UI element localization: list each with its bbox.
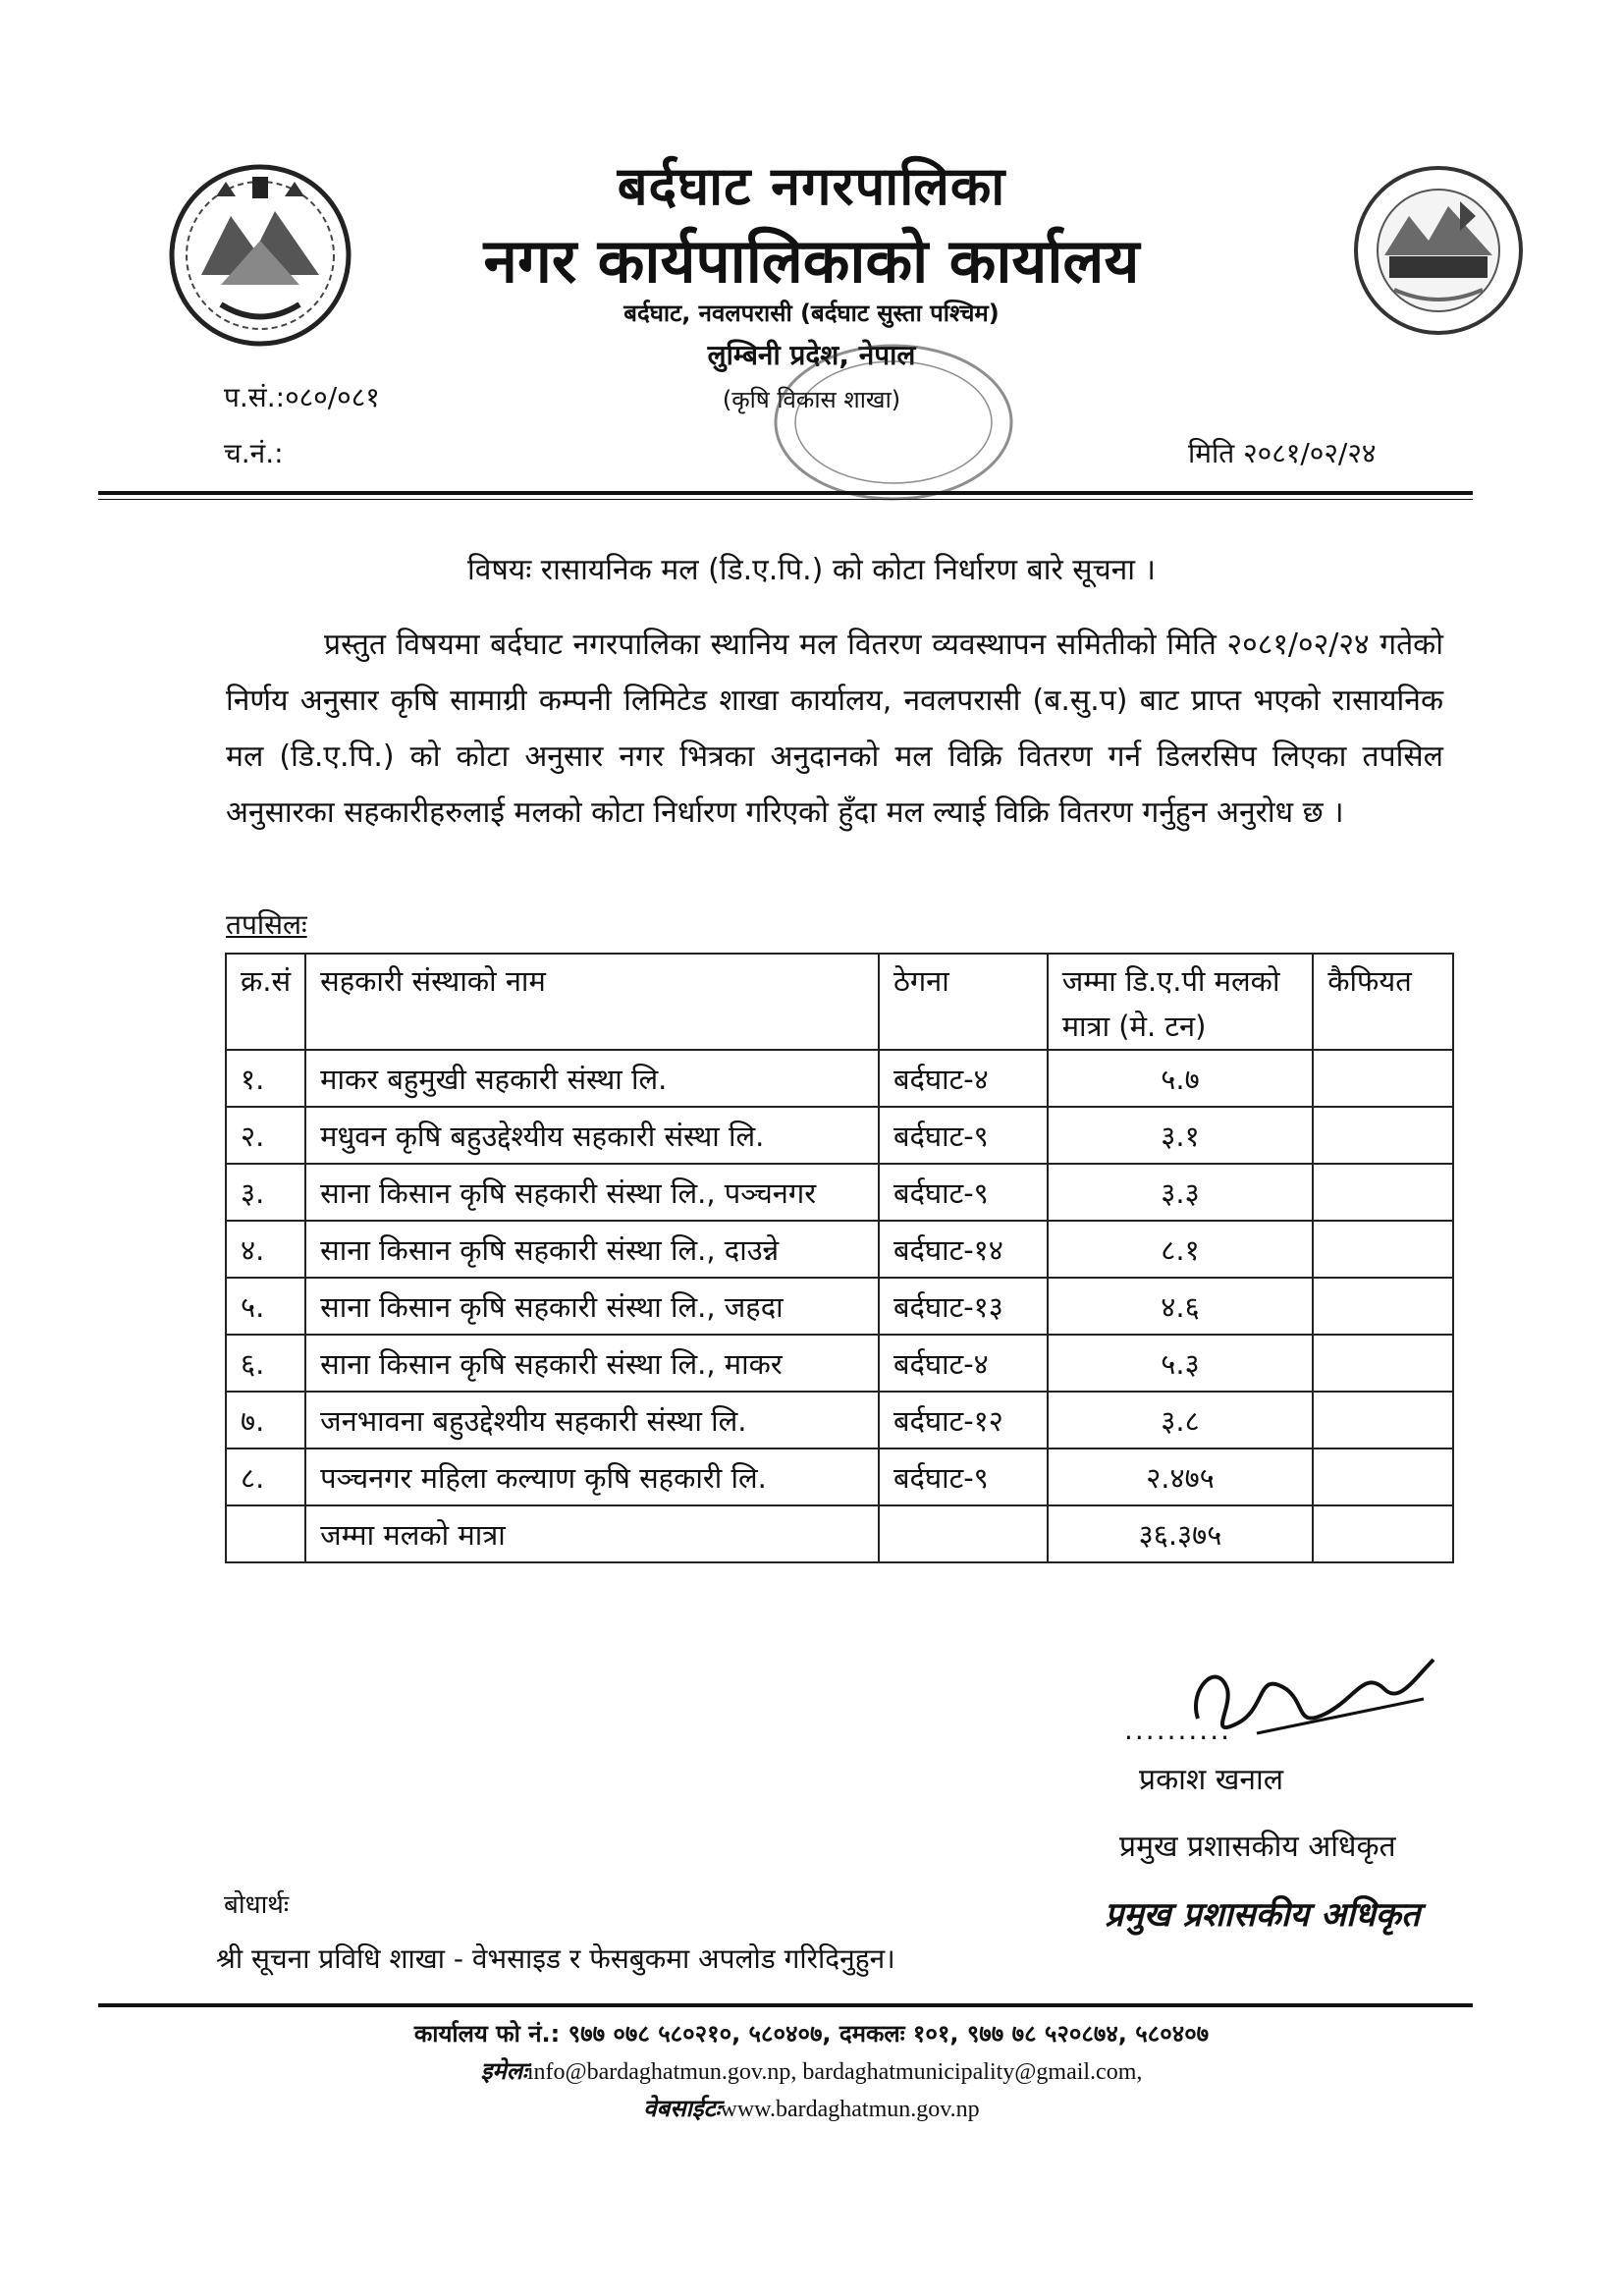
cell-name: मधुवन कृषि बहुउद्देश्यीय सहकारी संस्था लि. <box>305 1107 879 1164</box>
cell-quantity: ५.७ <box>1048 1050 1314 1107</box>
website-url: www.bardaghatmun.gov.np <box>720 2097 980 2122</box>
cell-empty <box>226 1505 305 1562</box>
cell-sn: २. <box>226 1107 305 1164</box>
cc-label: बोधार्थः <box>224 1890 290 1920</box>
cell-quantity: ३.८ <box>1048 1392 1314 1449</box>
signature-dots: .......... <box>1124 1714 1232 1746</box>
cell-address: बर्दघाट-४ <box>879 1335 1048 1392</box>
total-label: जम्मा मलको मात्रा <box>305 1505 879 1562</box>
office-seal <box>766 339 1021 506</box>
reference-number: प.सं.:०८०/०८१ <box>224 381 380 413</box>
body-paragraph <box>226 617 1443 841</box>
email-label: इमेलः <box>480 2057 527 2085</box>
table-row <box>226 1107 1453 1164</box>
cell-sn: ३. <box>226 1164 305 1221</box>
table-row <box>226 1278 1453 1335</box>
footer-email <box>0 2054 1623 2087</box>
subject-line: विषयः रासायनिक मल (डि.ए.पि.) को कोटा निर्धारण बारे सूचना । <box>467 553 1156 587</box>
cell-name: साना किसान कृषि सहकारी संस्था लि., माकर <box>305 1335 879 1392</box>
email-address: info@bardaghatmun.gov.np, bardaghatmunicipality@gmail.com, <box>526 2059 1143 2085</box>
cell-sn: ४. <box>226 1221 305 1278</box>
footer-divider <box>98 2003 1473 2007</box>
cell-address: बर्दघाट-९ <box>879 1449 1048 1505</box>
cell-address: बर्दघाट-१३ <box>879 1278 1048 1335</box>
office-name: नगर कार्यपालिकाको कार्यालय <box>483 225 1140 297</box>
cell-remarks <box>1313 1050 1453 1107</box>
cell-address: बर्दघाट-९ <box>879 1107 1048 1164</box>
cell-quantity: ३.१ <box>1048 1107 1314 1164</box>
cell-address: बर्दघाट-१२ <box>879 1392 1048 1449</box>
office-address: बर्दघाट, नवलपरासी (बर्दघाट सुस्ता पश्चिम) <box>623 300 1000 327</box>
cell-quantity: ५.३ <box>1048 1335 1314 1392</box>
total-value: ३६.३७५ <box>1048 1505 1314 1562</box>
cell-name: साना किसान कृषि सहकारी संस्था लि., जहदा <box>305 1278 879 1335</box>
cell-remarks <box>1313 1164 1453 1221</box>
cell-name: पञ्चनगर महिला कल्याण कृषि सहकारी लि. <box>305 1449 879 1505</box>
cell-sn: ५. <box>226 1278 305 1335</box>
cell-name: साना किसान कृषि सहकारी संस्था लि., दाउन्ने <box>305 1221 879 1278</box>
cell-remarks <box>1313 1278 1453 1335</box>
cell-address: बर्दघाट-१४ <box>879 1221 1048 1278</box>
table-row <box>226 1335 1453 1392</box>
header-remarks: कैफियत <box>1313 954 1453 1050</box>
cell-address: बर्दघाट-९ <box>879 1164 1048 1221</box>
cell-sn: ६. <box>226 1335 305 1392</box>
letter-date: मिति २०८१/०२/२४ <box>1188 437 1377 469</box>
cell-name: माकर बहुमुखी सहकारी संस्था लि. <box>305 1050 879 1107</box>
table-row <box>226 1164 1453 1221</box>
office-province: लुम्बिनी प्रदेश, नेपाल <box>707 339 916 371</box>
dispatch-number: च.नं.: <box>224 437 284 469</box>
table-row <box>226 1449 1453 1505</box>
cell-address: बर्दघाट-४ <box>879 1050 1048 1107</box>
table-total-row <box>226 1505 1453 1562</box>
cell-name: साना किसान कृषि सहकारी संस्था लि., पञ्चनगर <box>305 1164 879 1221</box>
table-row <box>226 1392 1453 1449</box>
footer-website <box>0 2092 1623 2124</box>
cell-remarks <box>1313 1392 1453 1449</box>
header-divider <box>98 491 1473 495</box>
cell-sn: ८. <box>226 1449 305 1505</box>
cell-remarks <box>1313 1107 1453 1164</box>
cell-sn: ७. <box>226 1392 305 1449</box>
cell-remarks <box>1313 1335 1453 1392</box>
table-row <box>226 1221 1453 1278</box>
cell-empty <box>1313 1505 1453 1562</box>
header-divider-thin <box>98 499 1473 500</box>
header-address: ठेगना <box>879 954 1048 1050</box>
cell-quantity: २.४७५ <box>1048 1449 1314 1505</box>
table-row <box>226 1050 1453 1107</box>
municipality-name: बर्दघाट नगरपालिका <box>617 155 1006 217</box>
table-label: तपसिलः <box>226 908 307 941</box>
cell-remarks <box>1313 1449 1453 1505</box>
quota-table <box>225 953 1454 1563</box>
cell-quantity: ४.६ <box>1048 1278 1314 1335</box>
cell-remarks <box>1313 1221 1453 1278</box>
body-text: प्रस्तुत विषयमा बर्दघाट नगरपालिका स्थानिय मल वितरण व्यवस्थापन समितीको मिति २०८१/०२/२४ गतेको निर्णय अनुसार कृषि सामाग्री कम्पनी लिमिटेड शाखा कार्यालय, नवलपरासी (ब.सु.प) बाट प्राप्त भएको रासायनिक मल (डि.ए.पि.) को कोटा अनुसार नगर भित्रका अनुदानको मल विक्रि वितरण गर्न डिलरसिप लिएका तपसिल अनुसारका सहकारीहरुलाई मलको कोटा निर्धारण गरिएको हुँदा मल ल्याई विक्रि वितरण गर्नुहुन अनुरोध छ । <box>226 628 1443 830</box>
signatory-name: प्रकाश खनाल <box>1139 1763 1284 1797</box>
header-name: सहकारी संस्थाको नाम <box>305 954 879 1050</box>
footer-phone: कार्यालय फो नं.: ९७७ ०७८ ५८०२१०, ५८०४०७, दमकलः १०१, ९७७ ७८ ५२०८७४, ५८०४०७ <box>413 2020 1210 2048</box>
header-quantity: जम्मा डि.ए.पी मलको मात्रा (मे. टन) <box>1048 954 1314 1050</box>
cell-quantity: ८.१ <box>1048 1221 1314 1278</box>
signatory-designation: प्रमुख प्रशासकीय अधिकृत <box>1119 1830 1396 1864</box>
website-label: वेबसाईटः <box>643 2095 721 2122</box>
office-section: (कृषि विकास शाखा) <box>722 386 901 413</box>
cell-quantity: ३.३ <box>1048 1164 1314 1221</box>
cell-sn: १. <box>226 1050 305 1107</box>
table-header-row <box>226 954 1453 1050</box>
designation-stamp: प्रमुख प्रशासकीय अधिकृत <box>1105 1895 1421 1935</box>
header-sn: क्र.सं <box>226 954 305 1050</box>
cell-name: जनभावना बहुउद्देश्यीय सहकारी संस्था लि. <box>305 1392 879 1449</box>
cc-recipient: श्री सूचना प्रविधि शाखा - वेभसाइड र फेसबुकमा अपलोड गरिदिनुहुन। <box>216 1942 895 1975</box>
cell-empty <box>879 1505 1048 1562</box>
